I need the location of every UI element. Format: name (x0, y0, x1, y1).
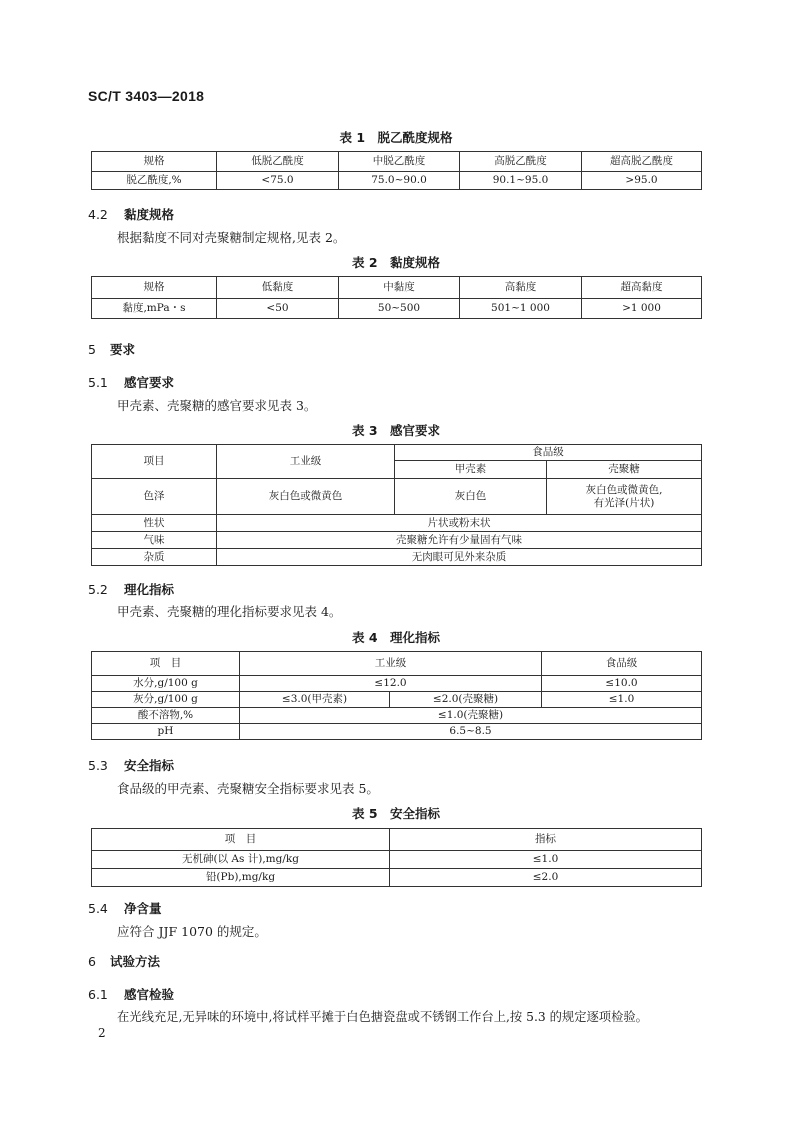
table4 (91, 651, 702, 740)
table1-cell: <75.0 (217, 172, 339, 190)
table2-header-cell: 低黏度 (217, 277, 339, 299)
table-row (92, 692, 702, 708)
table2-cell: >1 000 (582, 299, 702, 319)
section-title: 安全指标 (124, 758, 175, 773)
table4-header-item: 项 目 (92, 652, 240, 676)
section-4-2-text: 根据黏度不同对壳聚糖制定规格,见表 2。 (117, 230, 346, 245)
section-number: 6.1 (88, 987, 108, 1002)
section-6-1-text: 在光线充足,无异味的环境中,将试样平摊于白色搪瓷盘或不锈钢工作台上,按 5.3 的规定逐项检验。 (117, 1010, 648, 1024)
table3-color-chitin: 灰白色 (395, 479, 547, 515)
table3-header-chitin: 甲壳素 (395, 461, 547, 479)
section-number: 5.4 (88, 901, 108, 916)
section-title: 净含量 (124, 901, 162, 916)
section-number: 4.2 (88, 207, 108, 222)
table-row (92, 869, 702, 887)
page-number: 2 (98, 1026, 106, 1040)
table4-moisture-food: ≤10.0 (542, 676, 702, 692)
table3-impurity-value: 无肉眼可见外来杂质 (217, 549, 702, 566)
table4-ph-label: pH (92, 724, 240, 740)
section-number: 5.1 (88, 375, 108, 390)
table1-header-cell: 高脱乙酰度 (460, 152, 582, 172)
table5-lead-label: 铅(Pb),mg/kg (92, 869, 390, 887)
table2-header-row (92, 277, 702, 299)
table5 (91, 828, 702, 887)
table3-header-food: 食品级 (395, 445, 702, 461)
table3-color-label: 色泽 (92, 479, 217, 515)
table4-ash-food: ≤1.0 (542, 692, 702, 708)
table2-caption: 表 2 黏度规格 (351, 255, 441, 270)
table3-form-label: 性状 (92, 515, 217, 532)
section-5-heading (88, 340, 135, 358)
table-row (92, 549, 702, 566)
table-row (92, 724, 702, 740)
table-row (92, 708, 702, 724)
section-5-4-text: 应符合 JJF 1070 的规定。 (117, 924, 267, 939)
section-title: 黏度规格 (124, 207, 175, 222)
table1-header-row (92, 152, 702, 172)
section-title: 感官检验 (124, 987, 175, 1002)
table1-header-cell: 中脱乙酰度 (339, 152, 460, 172)
table4-moisture-industrial: ≤12.0 (240, 676, 542, 692)
section-number: 5.3 (88, 758, 108, 773)
table3-odor-label: 气味 (92, 532, 217, 549)
table5-arsenic-value: ≤1.0 (390, 851, 702, 869)
table2-header-cell: 中黏度 (339, 277, 460, 299)
table-row (92, 299, 702, 319)
table4-ph-value: 6.5~8.5 (240, 724, 702, 740)
section-5-2-text: 甲壳素、壳聚糖的理化指标要求见表 4。 (117, 604, 342, 619)
table3-form-value: 片状或粉末状 (217, 515, 702, 532)
table4-insoluble-value: ≤1.0(壳聚糖) (240, 708, 702, 724)
table3-header-item: 项目 (92, 445, 217, 479)
section-5-4-heading (88, 899, 162, 917)
section-5-1-heading (88, 373, 174, 391)
section-5-2-heading (88, 580, 174, 598)
section-title: 感官要求 (124, 375, 175, 390)
table2 (91, 276, 702, 319)
table-row (92, 515, 702, 532)
table3-color-chitosan (547, 479, 702, 515)
table2-header-cell: 超高黏度 (582, 277, 702, 299)
table-row (92, 676, 702, 692)
table5-header-index: 指标 (390, 829, 702, 851)
table3-color-industrial: 灰白色或微黄色 (217, 479, 395, 515)
table1-caption: 表 1 脱乙酰度规格 (339, 130, 453, 145)
table3-header-chitosan: 壳聚糖 (547, 461, 702, 479)
table3-impurity-label: 杂质 (92, 549, 217, 566)
table1 (91, 151, 702, 190)
table1-cell: 脱乙酰度,% (92, 172, 217, 190)
table3 (91, 444, 702, 566)
table4-caption: 表 4 理化指标 (351, 630, 441, 645)
table5-header-item: 项 目 (92, 829, 390, 851)
section-number: 5.2 (88, 582, 108, 597)
table4-moisture-label: 水分,g/100 g (92, 676, 240, 692)
section-title: 理化指标 (124, 582, 175, 597)
table1-cell: >95.0 (582, 172, 702, 190)
table1-header-cell: 规格 (92, 152, 217, 172)
standard-code: SC/T 3403—2018 (88, 88, 205, 104)
section-5-3-heading (88, 756, 174, 774)
table-row (92, 532, 702, 549)
table3-color-chitosan-line2: 有光泽(片状) (593, 496, 655, 509)
section-number: 6 (88, 954, 96, 969)
table1-cell: 90.1~95.0 (460, 172, 582, 190)
table4-header-industrial: 工业级 (240, 652, 542, 676)
section-number: 5 (88, 342, 96, 357)
table1-cell: 75.0~90.0 (339, 172, 460, 190)
table3-caption: 表 3 感官要求 (351, 423, 441, 438)
section-6-heading (88, 952, 160, 970)
table2-cell: <50 (217, 299, 339, 319)
table1-header-cell: 低脱乙酰度 (217, 152, 339, 172)
table1-header-cell: 超高脱乙酰度 (582, 152, 702, 172)
table-row (92, 479, 702, 515)
section-5-1-text: 甲壳素、壳聚糖的感官要求见表 3。 (117, 398, 317, 413)
table5-lead-value: ≤2.0 (390, 869, 702, 887)
table5-caption: 表 5 安全指标 (351, 806, 441, 821)
table5-arsenic-label: 无机砷(以 As 计),mg/kg (92, 851, 390, 869)
table2-header-cell: 规格 (92, 277, 217, 299)
table4-header-food: 食品级 (542, 652, 702, 676)
table3-color-chitosan-line1: 灰白色或微黄色, (585, 483, 663, 496)
table4-ash-chitin: ≤3.0(甲壳素) (240, 692, 390, 708)
table4-ash-label: 灰分,g/100 g (92, 692, 240, 708)
table2-header-cell: 高黏度 (460, 277, 582, 299)
section-6-1-heading (88, 985, 174, 1003)
table-row (92, 172, 702, 190)
table3-odor-value: 壳聚糖允许有少量固有气味 (217, 532, 702, 549)
section-title: 试验方法 (110, 954, 161, 969)
table4-insoluble-label: 酸不溶物,% (92, 708, 240, 724)
table2-cell: 黏度,mPa・s (92, 299, 217, 319)
table3-header-industrial: 工业级 (217, 445, 395, 479)
table2-cell: 50~500 (339, 299, 460, 319)
table-row (92, 851, 702, 869)
section-title: 要求 (110, 342, 136, 357)
section-5-3-text: 食品级的甲壳素、壳聚糖安全指标要求见表 5。 (117, 781, 379, 796)
table4-ash-chitosan: ≤2.0(壳聚糖) (390, 692, 542, 708)
table2-cell: 501~1 000 (460, 299, 582, 319)
section-4-2-heading (88, 205, 174, 223)
